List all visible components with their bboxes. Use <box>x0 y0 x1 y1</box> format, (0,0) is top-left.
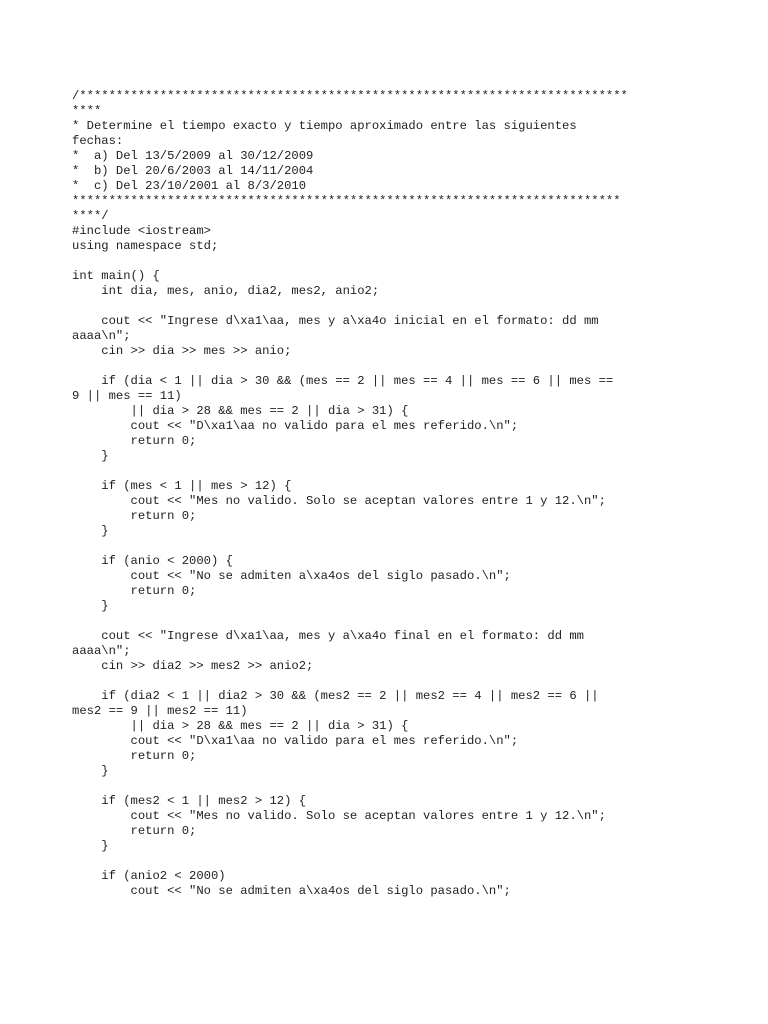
code-line: * Determine el tiempo exacto y tiempo aproximado entre las siguientes <box>72 119 577 133</box>
code-line: if (dia < 1 || dia > 30 && (mes == 2 || mes == 4 || mes == 6 || mes == <box>72 374 614 388</box>
code-line: return 0; <box>72 434 197 448</box>
code-line: int dia, mes, anio, dia2, mes2, anio2; <box>72 284 380 298</box>
code-line: int main() { <box>72 269 160 283</box>
code-line: if (mes2 < 1 || mes2 > 12) { <box>72 794 307 808</box>
code-line <box>72 464 702 479</box>
code-line: aaaa\n"; <box>72 644 131 658</box>
code-line: using namespace std; <box>72 239 219 253</box>
source-code-block <box>72 89 702 899</box>
code-line: aaaa\n"; <box>72 329 131 343</box>
code-line: } <box>72 839 109 853</box>
code-line: if (mes < 1 || mes > 12) { <box>72 479 292 493</box>
code-line: if (anio2 < 2000) <box>72 869 226 883</box>
code-line <box>72 674 702 689</box>
code-line: cout << "D\xa1\aa no valido para el mes referido.\n"; <box>72 419 519 433</box>
code-line: } <box>72 764 109 778</box>
code-line: return 0; <box>72 749 197 763</box>
code-line: || dia > 28 && mes == 2 || dia > 31) { <box>72 719 409 733</box>
code-line: return 0; <box>72 824 197 838</box>
code-line: * b) Del 20/6/2003 al 14/11/2004 <box>72 164 314 178</box>
code-line: return 0; <box>72 509 197 523</box>
code-line <box>72 854 702 869</box>
code-line: if (anio < 2000) { <box>72 554 233 568</box>
code-line: mes2 == 9 || mes2 == 11) <box>72 704 248 718</box>
code-line: cout << "Ingrese d\xa1\aa, mes y a\xa4o inicial en el formato: dd mm <box>72 314 599 328</box>
code-line: cout << "Ingrese d\xa1\aa, mes y a\xa4o final en el formato: dd mm <box>72 629 584 643</box>
code-line: cout << "No se admiten a\xa4os del siglo pasado.\n"; <box>72 884 511 898</box>
code-line <box>72 254 702 269</box>
code-line: cout << "Mes no valido. Solo se aceptan valores entre 1 y 12.\n"; <box>72 809 606 823</box>
code-line: } <box>72 599 109 613</box>
code-line: fechas: <box>72 134 124 148</box>
code-line: **** <box>72 104 102 118</box>
code-line: cout << "No se admiten a\xa4os del siglo pasado.\n"; <box>72 569 511 583</box>
code-line: return 0; <box>72 584 197 598</box>
code-line: cin >> dia2 >> mes2 >> anio2; <box>72 659 314 673</box>
code-line: *************************************************************************** <box>72 194 621 208</box>
code-line <box>72 614 702 629</box>
code-line: cout << "D\xa1\aa no valido para el mes referido.\n"; <box>72 734 519 748</box>
code-line <box>72 779 702 794</box>
code-line: if (dia2 < 1 || dia2 > 30 && (mes2 == 2 || mes2 == 4 || mes2 == 6 || <box>72 689 599 703</box>
code-line: ****/ <box>72 209 109 223</box>
code-line: cin >> dia >> mes >> anio; <box>72 344 292 358</box>
code-line: * c) Del 23/10/2001 al 8/3/2010 <box>72 179 307 193</box>
code-line <box>72 359 702 374</box>
code-line <box>72 539 702 554</box>
code-line: 9 || mes == 11) <box>72 389 182 403</box>
code-line: * a) Del 13/5/2009 al 30/12/2009 <box>72 149 314 163</box>
code-line: #include <iostream> <box>72 224 211 238</box>
code-line: } <box>72 524 109 538</box>
code-line: /*************************************************************************** <box>72 89 628 103</box>
code-line: } <box>72 449 109 463</box>
code-line: cout << "Mes no valido. Solo se aceptan valores entre 1 y 12.\n"; <box>72 494 606 508</box>
code-line: || dia > 28 && mes == 2 || dia > 31) { <box>72 404 409 418</box>
code-line <box>72 299 702 314</box>
